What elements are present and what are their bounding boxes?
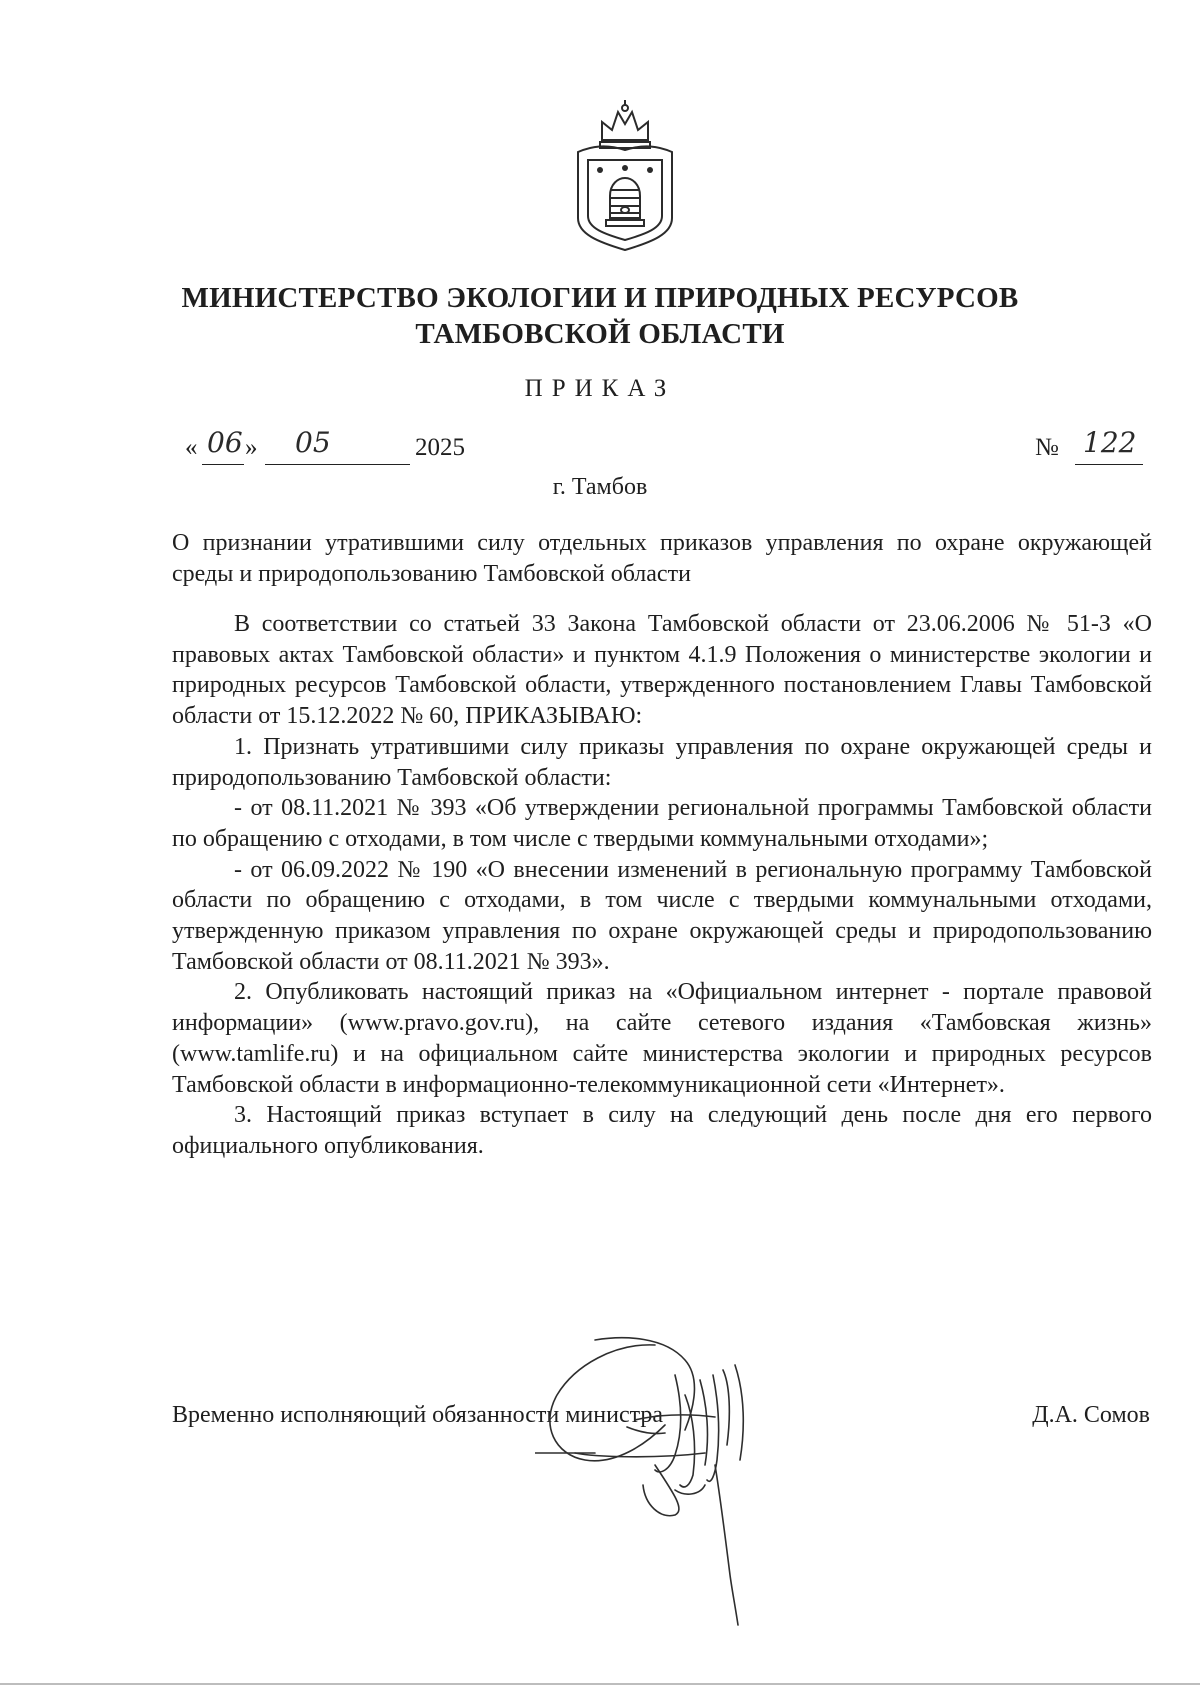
order-number <box>1035 426 1150 470</box>
date-month: 05 <box>295 426 331 459</box>
item-1-sub-2-paragraph: - от 06.09.2022 № 190 «О внесении изменений в региональную программу Тамбовской области по обращению с отходами, в том числе с твердыми коммунальными отходами, утвержденную приказом управления по охране окружающей среды и природопользованию Тамбовской области от 08.11.2021 № 393». <box>172 856 1152 975</box>
handwritten-signature-icon <box>535 1335 825 1635</box>
city: г. Тамбов <box>552 474 648 500</box>
order-body <box>172 609 1152 1162</box>
coat-of-arms-icon <box>572 100 678 254</box>
number-value: 122 <box>1083 426 1137 459</box>
signatory-name: Д.А. Сомов <box>1032 1402 1150 1428</box>
number-sign: № <box>1035 434 1059 461</box>
item-1-sub-1-paragraph: - от 08.11.2021 № 393 «Об утверждении региональной программы Тамбовской области по обращению с отходами, в том числе с твердыми коммунальными отходами»; <box>172 795 1152 852</box>
date-day-underline <box>202 464 244 465</box>
date-year: 2025 <box>415 434 465 461</box>
date-open-quote: « <box>185 434 198 461</box>
date-day: 06 <box>207 426 243 459</box>
item-1-paragraph: 1. Признать утратившими силу приказы управления по охране окружающей среды и природопользованию Тамбовской области: <box>172 733 1152 791</box>
ministry-title <box>150 280 1050 352</box>
date-month-underline <box>265 464 410 465</box>
item-2-paragraph: 2. Опубликовать настоящий приказ на «Официальном интернет - портале правовой информации» (www.pravo.gov.ru), на сайте сетевого издания «Тамбовская жизнь» (www.tamlife.ru) и на официальном сайте министерства экологии и природных ресурсов Тамбовской области в информационно-телекоммуникационной сети «Интернет». <box>172 979 1152 1098</box>
ministry-title-line1: МИНИСТЕРСТВО ЭКОЛОГИИ И ПРИРОДНЫХ РЕСУРСОВ <box>181 282 1019 314</box>
order-date <box>185 426 485 470</box>
page-bottom-border <box>0 1683 1200 1685</box>
order-subject: О признании утратившими силу отдельных приказов управления по охране окружающей среды и природопользованию Тамбовской области <box>172 530 1152 587</box>
preamble-paragraph: В соответствии со статьей 33 Закона Тамбовской области от 23.06.2006 № 51-З «О правовых актах Тамбовской области» и пунктом 4.1.9 Положения о министерстве экологии и природных ресурсов Тамбовской области, утвержденного постановлением Главы Тамбовской области от 15.12.2022 № 60, ПРИКАЗЫВАЮ: <box>172 611 1152 730</box>
signatory-role: Временно исполняющий обязанности министра <box>172 1402 664 1428</box>
item-3-paragraph: 3. Настоящий приказ вступает в силу на следующий день после дня его первого официального опубликования. <box>172 1102 1152 1159</box>
number-underline <box>1075 464 1143 465</box>
document-type: ПРИКАЗ <box>524 375 676 402</box>
ministry-title-line2: ТАМБОВСКОЙ ОБЛАСТИ <box>415 318 785 350</box>
date-close-quote: » <box>245 434 258 461</box>
